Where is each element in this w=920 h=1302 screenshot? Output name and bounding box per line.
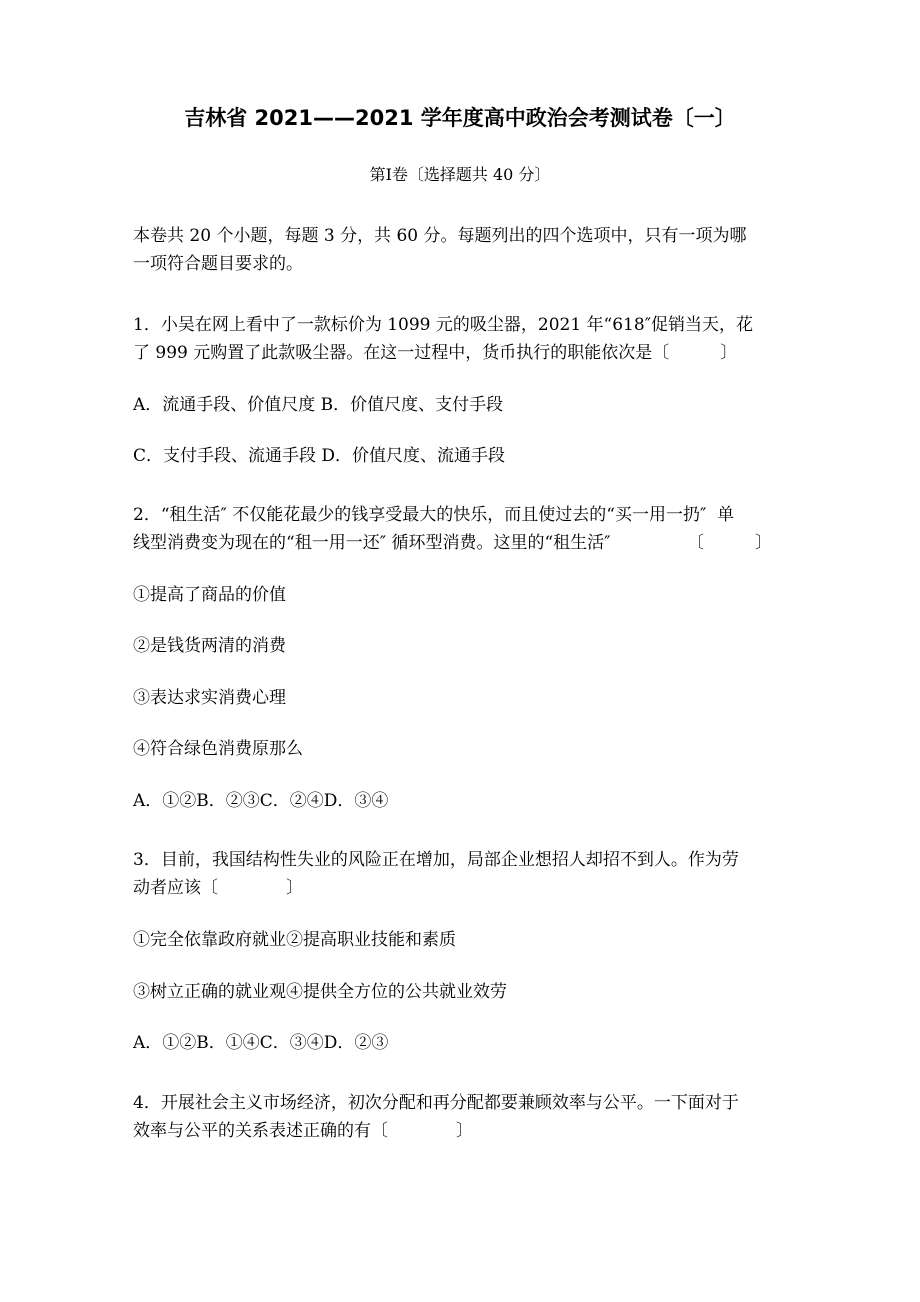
option-line: A．流通手段、价值尺度 B．价值尺度、支付手段 (133, 395, 504, 415)
statement-line: ②是钱货两清的消费 (133, 636, 286, 656)
question-line: 4．开展社会主义市场经济，初次分配和再分配都要兼顾效率与公平。一下面对于 (133, 1093, 739, 1113)
question-line: 2．“租生活″ 不仅能花最少的钱享受最大的快乐，而且使过去的“买一用一扔″ 单 (133, 505, 735, 525)
section-title: 第Ⅰ卷〔选择题共 40 分〕 (369, 165, 551, 184)
statement-line: ①提高了商品的价值 (133, 585, 286, 605)
statement-line: ①完全依靠政府就业②提高职业技能和素质 (133, 930, 456, 950)
question-line: 效率与公平的关系表述正确的有〔 〕 (133, 1121, 473, 1141)
question-2-item (133, 581, 823, 609)
question-1-stem (133, 311, 823, 367)
question-line: 3．目前，我国结构性失业的风险正在增加，局部企业想招人却招不到人。作为劳 (133, 850, 739, 870)
instructions-line: 本卷共 20 个小题，每题 3 分，共 60 分。每题列出的四个选项中，只有一项为哪 (133, 226, 747, 246)
option-line: C．支付手段、流通手段 D．价值尺度、流通手段 (133, 446, 506, 466)
question-line: 1．小吴在网上看中了一款标价为 1099 元的吸尘器，2021 年“618″促销当天，花 (133, 315, 754, 335)
question-1-options-ab (133, 391, 823, 419)
question-3-options (133, 1029, 823, 1057)
statement-line: ③树立正确的就业观④提供全方位的公共就业效劳 (133, 982, 507, 1002)
question-1-options-cd (133, 442, 823, 470)
question-2-stem (133, 501, 823, 557)
statement-line: ③表达求实消费心理 (133, 688, 286, 708)
question-2-options (133, 787, 823, 815)
question-line: 动者应该〔 〕 (133, 878, 303, 898)
option-line: A．①②B．①④C．③④D．②③ (133, 1033, 389, 1053)
question-4-stem (133, 1089, 823, 1145)
exam-title: 吉林省 2021——2021 学年度高中政治会考测试卷〔一〕 (184, 106, 736, 130)
option-line: A．①②B．②③C．②④D．③④ (133, 791, 389, 811)
question-3-items (133, 978, 823, 1006)
question-3-stem (133, 846, 823, 902)
instructions-line: 一项符合题目要求的。 (133, 254, 303, 274)
question-line: 了 999 元购置了此款吸尘器。在这一过程中，货币执行的职能依次是〔 〕 (133, 343, 738, 363)
instructions (133, 222, 823, 278)
question-line: 线型消费变为现在的“租一用一还″ 循环型消费。这里的“租生活″ 〔 〕 (133, 533, 772, 553)
question-2-item (133, 735, 823, 763)
statement-line: ④符合绿色消费原那么 (133, 739, 303, 759)
question-2-item (133, 684, 823, 712)
question-2-item (133, 632, 823, 660)
question-3-items (133, 926, 823, 954)
